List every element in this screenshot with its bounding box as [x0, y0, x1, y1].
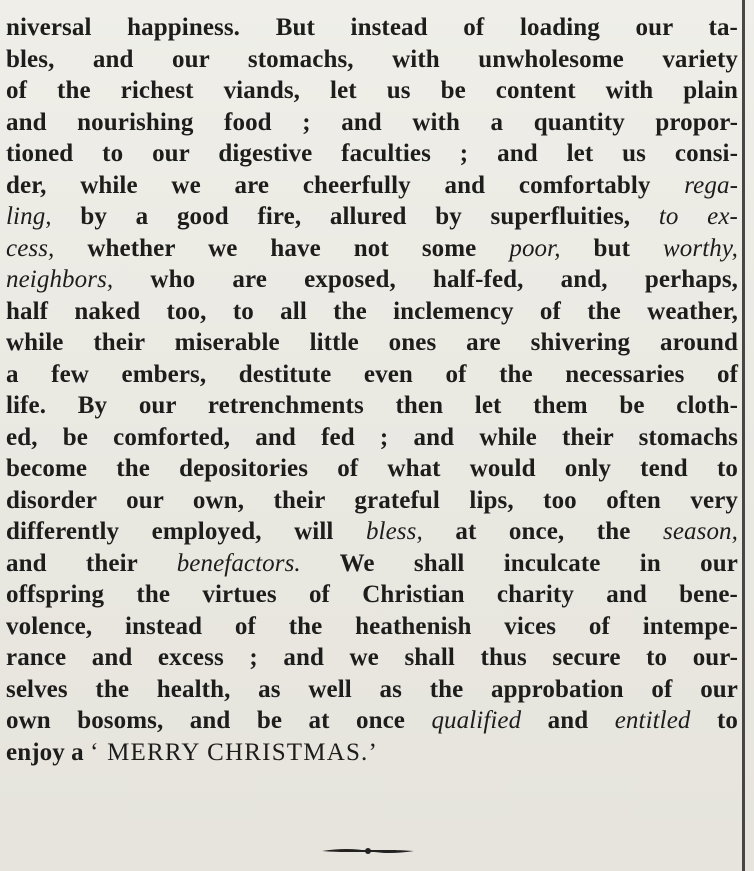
italic-text: cess,	[6, 234, 55, 262]
text-segment: niversal happiness. But instead of loading our ta-	[6, 14, 738, 41]
text-line	[6, 516, 738, 548]
text-segment: ed, be comforted, and fed ; and while their stomachs	[6, 423, 738, 451]
text-line	[6, 107, 738, 139]
text-line	[6, 233, 738, 265]
text-segment: enjoy a	[6, 738, 91, 766]
italic-text: poor,	[509, 234, 561, 262]
text-segment: volence, instead of the heathenish vices of intempe-	[6, 612, 738, 640]
italic-text: entitled	[614, 707, 691, 734]
text-line	[6, 611, 738, 643]
text-segment: We shall inculcate in our	[300, 549, 738, 577]
text-line	[6, 138, 738, 170]
text-line	[6, 548, 738, 580]
text-segment: of the richest viands, let us be content with plain	[6, 77, 738, 104]
text-segment: bles, and our stomachs, with unwholesome variety	[6, 45, 738, 73]
text-segment: and their	[6, 549, 177, 577]
text-segment: at once, the	[422, 518, 663, 545]
italic-text: season,	[662, 518, 738, 545]
text-segment: whether we have not some	[54, 234, 510, 262]
text-line	[6, 674, 738, 706]
text-segment: disorder our own, their grateful lips, too often very	[6, 486, 738, 514]
column-rule	[742, 0, 745, 871]
text-line	[6, 422, 738, 454]
italic-text: neighbors,	[6, 266, 114, 293]
article-column	[6, 12, 738, 768]
italic-text: benefactors.	[176, 549, 301, 577]
text-line	[6, 642, 738, 674]
text-line	[6, 201, 738, 233]
text-segment: tioned to our digestive faculties ; and let us consi-	[6, 140, 738, 167]
dash-ornament	[318, 844, 418, 858]
text-line	[6, 737, 738, 769]
text-segment: become the depositories of what would only tend to	[6, 455, 738, 482]
text-segment: and nourishing food ; and with a quantity propor-	[6, 108, 738, 136]
text-line	[6, 579, 738, 611]
text-segment: life. By our retrenchments then let them be cloth-	[6, 392, 738, 419]
text-segment: by a good fire, allured by superfluities,	[51, 203, 659, 230]
text-line	[6, 75, 738, 107]
text-segment: and	[521, 707, 615, 734]
text-line	[6, 264, 738, 296]
text-segment: der, while we are cheerfully and comfortably	[6, 171, 685, 199]
text-segment: half naked too, to all the inclemency of the weather,	[6, 297, 738, 325]
text-segment: who are exposed, half-fed, and, perhaps,	[113, 266, 738, 293]
text-segment: selves the health, as well as the approbation of our	[6, 675, 738, 703]
text-segment: rance and excess ; and we shall thus secure to our-	[6, 644, 738, 671]
text-segment: own bosoms, and be at once	[6, 707, 432, 734]
text-segment: a few embers, destitute even of the necessaries of	[6, 360, 738, 388]
text-line	[6, 485, 738, 517]
text-line	[6, 453, 738, 485]
text-line	[6, 327, 738, 359]
text-segment: to	[690, 707, 738, 734]
text-segment: but	[560, 234, 663, 262]
text-line	[6, 705, 738, 737]
italic-text: ling,	[6, 203, 52, 230]
italic-text: qualified	[431, 707, 522, 734]
italic-text: to ex-	[658, 203, 738, 230]
text-segment: while their miserable little ones are shivering around	[6, 329, 738, 356]
text-line	[6, 170, 738, 202]
text-segment: differently employed, will	[6, 518, 366, 545]
text-segment: offspring the virtues of Christian charity and bene-	[6, 581, 738, 608]
italic-text: bless,	[365, 518, 423, 545]
italic-text: worthy,	[662, 234, 739, 262]
text-line	[6, 359, 738, 391]
text-line	[6, 12, 738, 44]
caps-text: ‘ MERRY CHRISTMAS.’	[90, 738, 379, 766]
text-line	[6, 390, 738, 422]
italic-text: rega-	[684, 171, 738, 199]
text-line	[6, 44, 738, 76]
text-line	[6, 296, 738, 328]
